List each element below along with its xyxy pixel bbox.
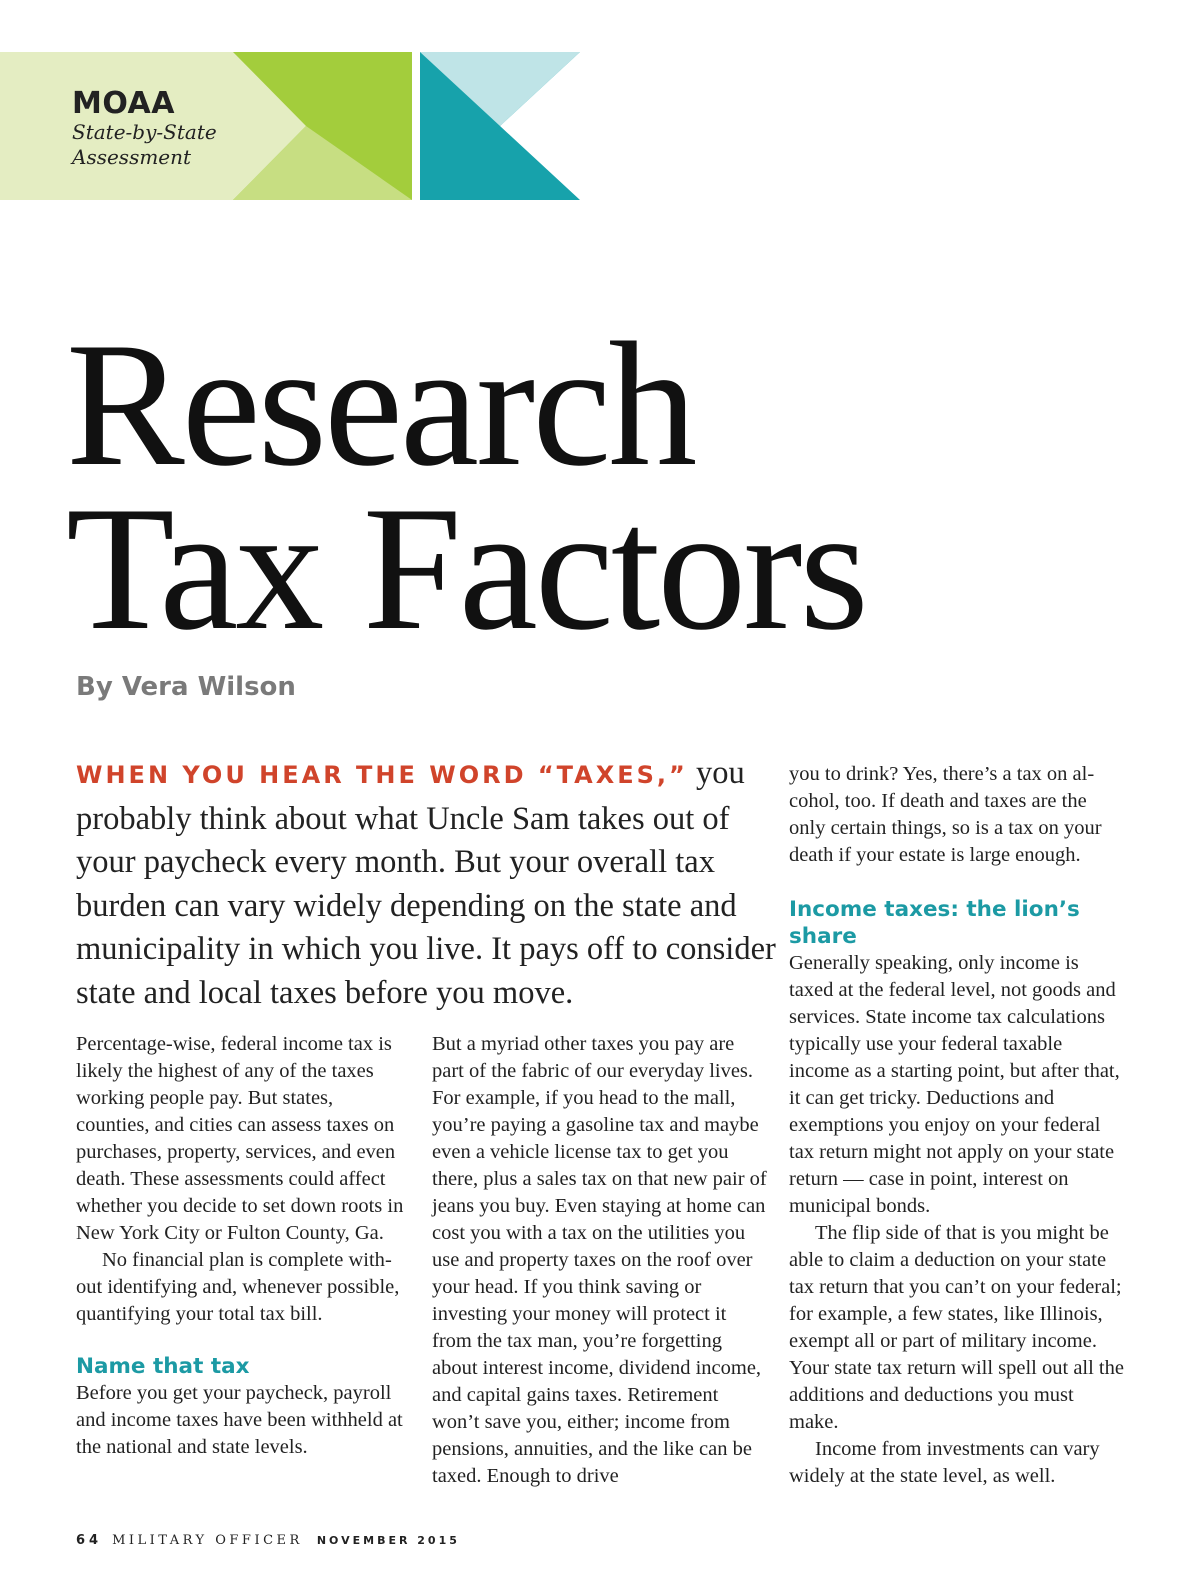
column-1 bbox=[76, 1031, 406, 1461]
lede-lead-in: WHEN YOU HEAR THE WORD “TAXES,” bbox=[76, 761, 688, 789]
column-2 bbox=[432, 1031, 770, 1490]
subhead-income-taxes: Income taxes: the lion’s share bbox=[789, 897, 1080, 949]
title-line-2: Tax Factors bbox=[66, 469, 866, 667]
body-paragraph: Generally speaking, only income is taxed at the federal level, not goods and services. State income tax calculations typically use your federal taxable income as a starting point, but after that, it can get tricky. Deductions and exemptions you enjoy on your federal tax return might not apply on your state return — case in point, interest on municipal bonds. bbox=[789, 952, 1120, 1217]
brand-name: MOAA bbox=[72, 86, 175, 121]
body-paragraph: The flip side of that is you might be able to claim a deduction on your state tax return that you can’t on your federal; for example, a few states, like Illinois, exempt all or part of military income. Your state tax return will spell out all the additions and deductions you must make. bbox=[789, 1222, 1124, 1433]
section-name-line2: Assessment bbox=[72, 145, 192, 169]
section-name-line1: State-by-State bbox=[72, 120, 217, 144]
issue-date: NOVEMBER 2015 bbox=[316, 1534, 460, 1547]
lede-paragraph bbox=[76, 752, 776, 1016]
body-paragraph: Percentage-wise, federal income tax is likely the highest of any of the taxes working people pay. But states, counties, and cities can assess taxes on purchases, property, services, and even death. These assessments could affect whether you decide to set down roots in New York City or Fulton County, Ga. bbox=[76, 1033, 404, 1244]
page-footer bbox=[76, 1533, 460, 1548]
page-number: 64 bbox=[76, 1533, 103, 1548]
lede-text: you probably think about what Uncle Sam takes out of your paycheck every month. But your overall tax burden can vary widely depending on the state and municipality in which you live. It pays off to consider state and local taxes before you move. bbox=[76, 755, 776, 1011]
article-title bbox=[66, 305, 866, 667]
body-paragraph: But a myriad other taxes you pay are part of the fabric of our everyday lives. For example, if you head to the mall, you’re paying a gasoline tax and maybe even a vehicle license tax to get you there, plus a sales tax on that new pair of jeans you buy. Even staying at home can cost you with a tax on the utilities you use and property taxes on the roof over your head. If you think saving or investing your money will protect it from the tax man, you’re forgetting about interest income, dividend income, and capital gains taxes. Retirement won’t save you, either; income from pensions, annuities, and the like can be taxed. Enough to drive bbox=[432, 1033, 767, 1487]
body-paragraph: Before you get your paycheck, payroll and income taxes have been withheld at the national and state levels. bbox=[76, 1382, 403, 1458]
byline: By Vera Wilson bbox=[76, 672, 296, 702]
title-line-1: Research bbox=[66, 305, 695, 503]
body-paragraph: No financial plan is complete without identifying and, whenever possible, quantifying your total tax bill. bbox=[76, 1249, 400, 1325]
body-paragraph: Income from investments can vary widely at the state level, as well. bbox=[789, 1438, 1100, 1487]
section-label bbox=[72, 88, 217, 170]
body-paragraph: you to drink? Yes, there’s a tax on alcohol, too. If death and taxes are the only certain things, so is a tax on your death if your estate is large enough. bbox=[789, 763, 1102, 866]
subhead-name-that-tax: Name that tax bbox=[76, 1354, 250, 1379]
column-3 bbox=[789, 761, 1124, 1490]
magazine-name: MILITARY OFFICER bbox=[112, 1533, 303, 1548]
